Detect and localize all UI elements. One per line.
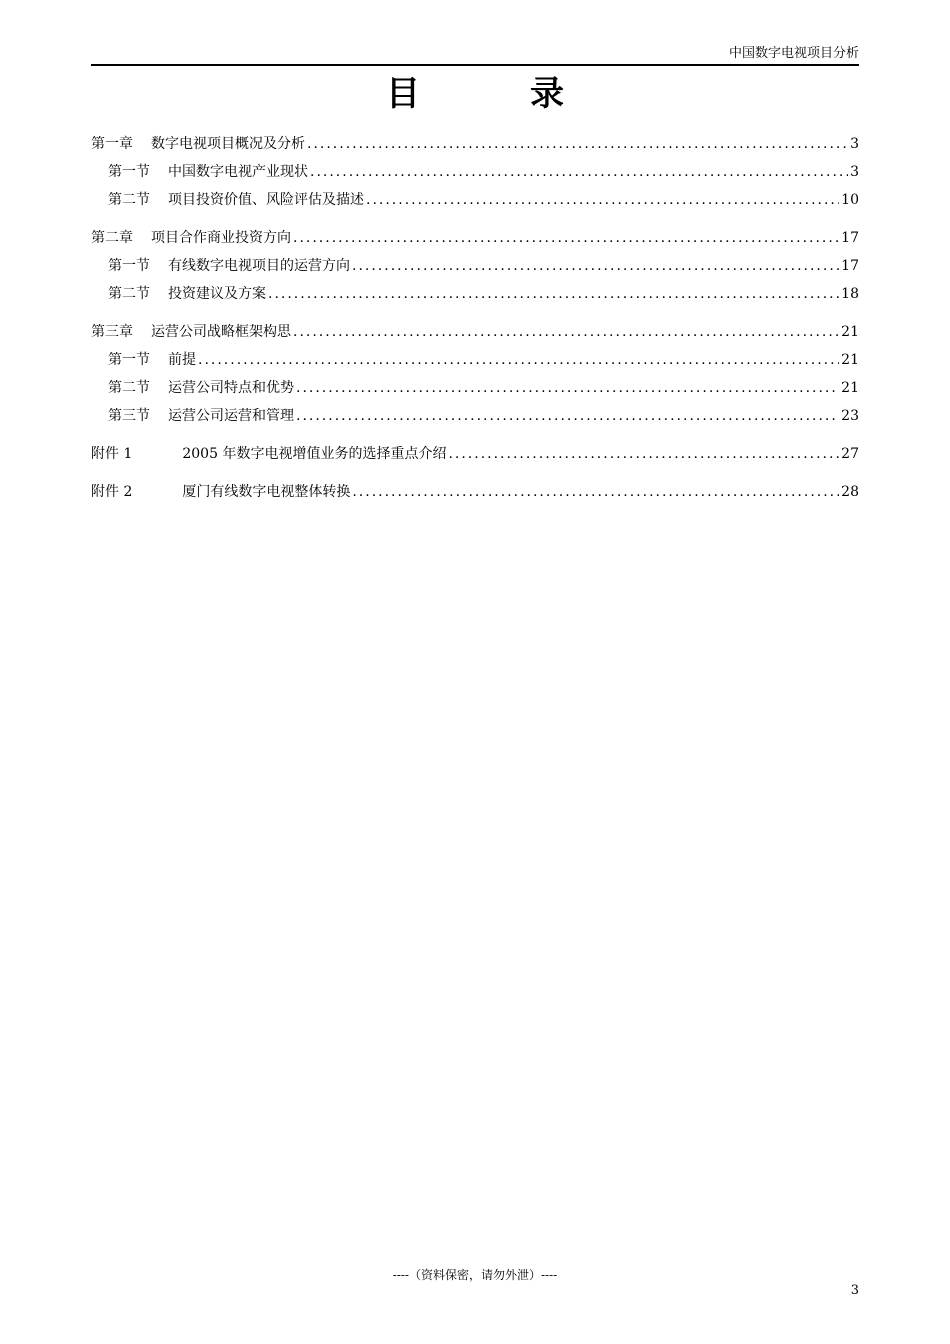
toc-entry-label: 第二章	[91, 230, 133, 246]
toc-entry-label: 第三节	[108, 408, 150, 424]
toc-dot-leader	[352, 252, 839, 280]
toc-entry-title: 数字电视项目概况及分析	[151, 136, 305, 152]
toc-entry-title: 厦门有线数字电视整体转换	[182, 484, 351, 500]
toc-entry-title: 投资建议及方案	[168, 286, 266, 302]
running-header	[91, 44, 859, 66]
toc-entry-chapter-2-section-1[interactable]	[91, 252, 859, 280]
toc-entry-label: 第一节	[108, 258, 150, 274]
toc-entry-title: 2005 年数字电视增值业务的选择重点介绍	[182, 446, 447, 462]
toc-entry-label: 附件 1	[91, 446, 133, 462]
toc-entry-title: 有线数字电视项目的运营方向	[168, 258, 350, 274]
toc-entry-page: 3	[850, 136, 859, 152]
toc-entry-title: 中国数字电视产业现状	[168, 164, 308, 180]
toc-entry-chapter-1[interactable]	[91, 130, 859, 158]
toc-entry-chapter-2[interactable]	[91, 224, 859, 252]
toc-entry-page: 21	[841, 324, 859, 340]
toc-entry-chapter-2-section-2[interactable]	[91, 280, 859, 308]
toc-entry-appendix-1[interactable]	[91, 440, 859, 468]
toc-entry-label: 第一节	[108, 352, 150, 368]
toc-dot-leader	[307, 130, 848, 158]
toc-entry-label: 第二节	[108, 192, 150, 208]
toc-entry-page: 21	[841, 352, 859, 368]
toc-entry-page: 3	[850, 164, 859, 180]
toc-entry-label: 附件 2	[91, 484, 133, 500]
toc-entry-page: 17	[841, 258, 859, 274]
toc-entry-chapter-3-section-2[interactable]	[91, 374, 859, 402]
toc-entry-appendix-2[interactable]	[91, 478, 859, 506]
toc-entry-title: 前提	[168, 352, 196, 368]
toc-entry-title: 项目投资价值、风险评估及描述	[168, 192, 364, 208]
toc-entry-page: 23	[841, 408, 859, 424]
toc-entry-label: 第二节	[108, 380, 150, 396]
toc-entry-page: 18	[841, 286, 859, 302]
confidential-notice: ----（资料保密，请勿外泄）----	[392, 1268, 558, 1282]
toc-entry-title: 运营公司运营和管理	[168, 408, 294, 424]
toc-entry-page: 21	[841, 380, 859, 396]
toc-dot-leader	[198, 346, 839, 374]
toc-entry-page: 17	[841, 230, 859, 246]
toc-dot-leader	[296, 402, 839, 430]
toc-entry-page: 27	[841, 446, 859, 462]
toc-entry-label: 第一节	[108, 164, 150, 180]
toc-dot-leader	[310, 158, 848, 186]
toc-entry-title: 运营公司战略框架构思	[151, 324, 291, 340]
toc-dot-leader	[296, 374, 839, 402]
toc-entry-chapter-3[interactable]	[91, 318, 859, 346]
running-header-title: 中国数字电视项目分析	[728, 46, 859, 61]
toc-dot-leader	[366, 186, 839, 214]
toc-entry-chapter-1-section-1[interactable]	[91, 158, 859, 186]
toc-entry-label: 第三章	[91, 324, 133, 340]
toc-dot-leader	[352, 478, 839, 506]
toc-entry-page: 28	[841, 484, 859, 500]
toc-entry-page: 10	[841, 192, 859, 208]
toc-entry-chapter-3-section-3[interactable]	[91, 402, 859, 430]
toc-dot-leader	[268, 280, 839, 308]
toc-dot-leader	[293, 224, 839, 252]
toc-entry-label: 第二节	[108, 286, 150, 302]
table-of-contents	[91, 130, 859, 506]
toc-entry-chapter-3-section-1[interactable]	[91, 346, 859, 374]
page-number: 3	[850, 1283, 859, 1298]
toc-entry-title: 项目合作商业投资方向	[151, 230, 291, 246]
toc-title: 目录	[386, 74, 674, 114]
toc-dot-leader	[448, 440, 839, 468]
toc-dot-leader	[293, 318, 839, 346]
toc-entry-title: 运营公司特点和优势	[168, 380, 294, 396]
toc-entry-chapter-1-section-2[interactable]	[91, 186, 859, 214]
toc-entry-label: 第一章	[91, 136, 133, 152]
